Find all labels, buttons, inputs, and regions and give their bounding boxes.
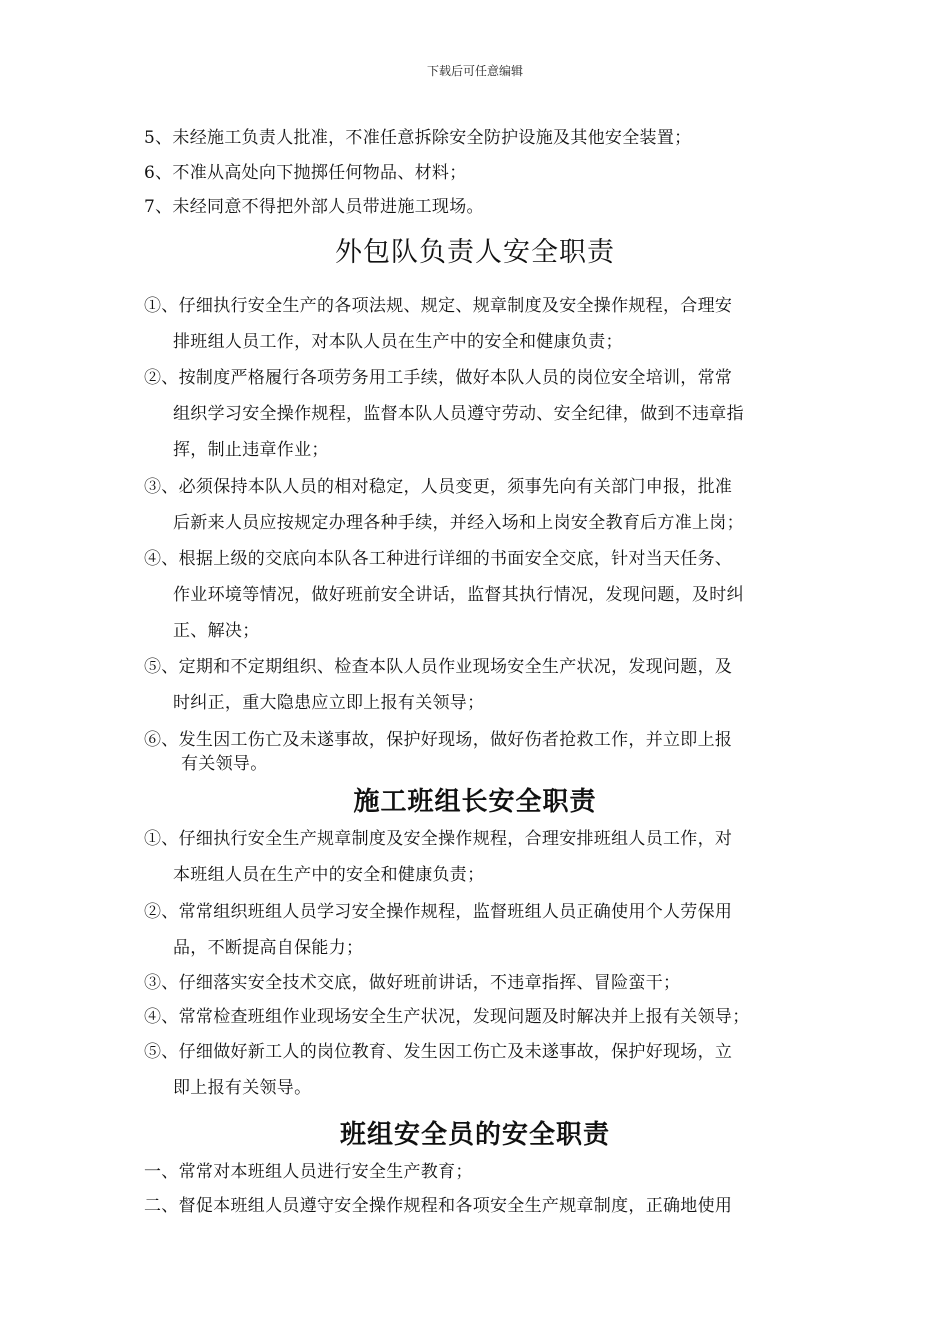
s1-item-4-line-1: ④、根据上级的交底向本队各工种进行详细的书面安全交底，针对当天任务、 bbox=[144, 549, 733, 569]
s3-item-1-line-1: 一、常常对本班组人员进行安全生产教育； bbox=[144, 1162, 473, 1182]
s2-item-5-line-1: ⑤、仔细做好新工人的岗位教育、发生因工伤亡及未遂事故，保护好现场，立 bbox=[144, 1042, 733, 1062]
intro-line-6: 6、不准从高处向下抛掷任何物品、材料； bbox=[144, 163, 467, 183]
section-3-title: 班组安全员的安全职责 bbox=[339, 1120, 610, 1150]
page-header: 下载后可任意编辑 bbox=[426, 64, 523, 78]
s1-item-6-line-1: ⑥、发生因工伤亡及未遂事故，保护好现场，做好伤者抢救工作，并立即上报 bbox=[144, 730, 733, 750]
s1-item-6-line-2: 有关领导。 bbox=[181, 754, 268, 774]
s2-item-2-line-1: ②、常常组织班组人员学习安全操作规程，监督班组人员正确使用个人劳保用 bbox=[144, 902, 733, 922]
section-2-title: 施工班组长安全职责 bbox=[353, 787, 597, 817]
s2-item-1-line-1: ①、仔细执行安全生产规章制度及安全操作规程，合理安排班组人员工作，对 bbox=[144, 829, 733, 849]
s1-item-2-line-2: 组织学习安全操作规程，监督本队人员遵守劳动、安全纪律，做到不违章指 bbox=[173, 404, 744, 424]
s1-item-4-line-2: 作业环境等情况，做好班前安全讲话，监督其执行情况，发现问题，及时纠 bbox=[173, 585, 744, 605]
s1-item-1-line-1: ①、仔细执行安全生产的各项法规、规定、规章制度及安全操作规程，合理安 bbox=[144, 296, 733, 316]
s3-item-2-line-1: 二、督促本班组人员遵守安全操作规程和各项安全生产规章制度，正确地使用 bbox=[144, 1196, 733, 1216]
s1-item-3-line-1: ③、必须保持本队人员的相对稳定，人员变更，须事先向有关部门申报，批准 bbox=[144, 477, 733, 497]
s2-item-3-line-1: ③、仔细落实安全技术交底，做好班前讲话，不违章指挥、冒险蛮干； bbox=[144, 973, 681, 993]
s1-item-2-line-1: ②、按制度严格履行各项劳务用工手续，做好本队人员的岗位安全培训，常常 bbox=[144, 368, 733, 388]
intro-line-5: 5、未经施工负责人批准，不准任意拆除安全防护设施及其他安全装置； bbox=[144, 128, 692, 148]
s1-item-4-line-3: 正、解决； bbox=[173, 621, 260, 641]
s1-item-1-line-2: 排班组人员工作，对本队人员在生产中的安全和健康负责； bbox=[173, 332, 623, 352]
s1-item-2-line-3: 挥，制止违章作业； bbox=[173, 440, 329, 460]
s2-item-5-line-2: 即上报有关领导。 bbox=[173, 1078, 312, 1098]
s2-item-2-line-2: 品，不断提高自保能力； bbox=[173, 938, 364, 958]
intro-line-7: 7、未经同意不得把外部人员带进施工现场。 bbox=[144, 197, 484, 217]
s1-item-3-line-2: 后新来人员应按规定办理各种手续，并经入场和上岗安全教育后方准上岗； bbox=[173, 513, 744, 533]
s1-item-5-line-2: 时纠正，重大隐患应立即上报有关领导； bbox=[173, 693, 485, 713]
section-1-title: 外包队负责人安全职责 bbox=[335, 237, 615, 268]
s2-item-4-line-1: ④、常常检查班组作业现场安全生产状况，发现问题及时解决并上报有关领导； bbox=[144, 1007, 750, 1027]
s1-item-5-line-1: ⑤、定期和不定期组织、检查本队人员作业现场安全生产状况，发现问题，及 bbox=[144, 657, 733, 677]
s2-item-1-line-2: 本班组人员在生产中的安全和健康负责； bbox=[173, 865, 485, 885]
